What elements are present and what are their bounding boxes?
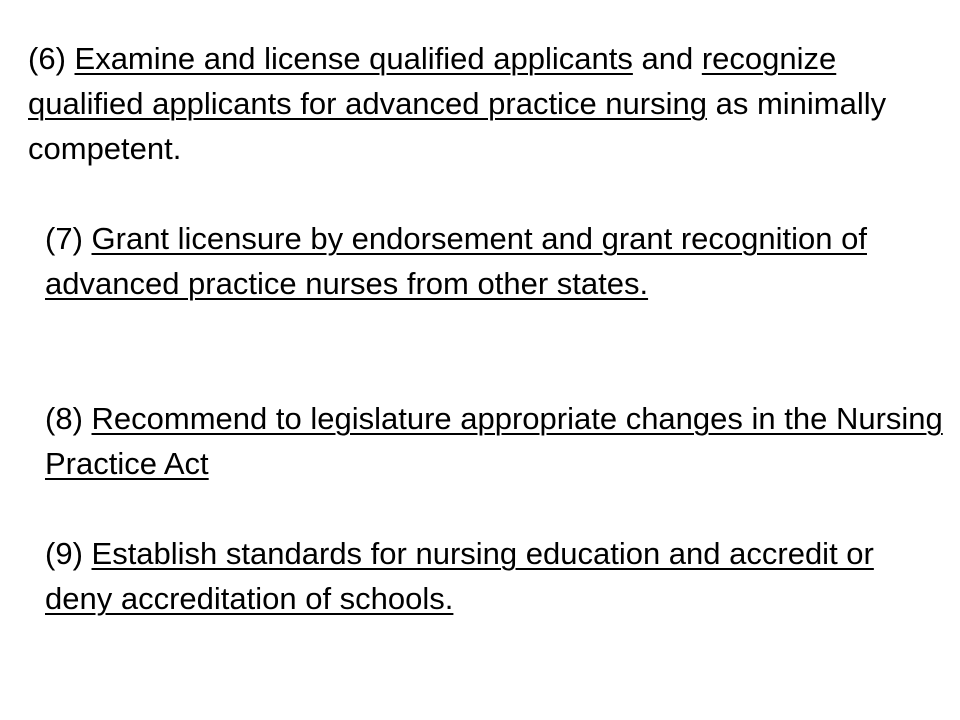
paragraph-6-underlined-text: Examine and license qualified applicants [74, 41, 633, 76]
paragraph-6 [28, 36, 932, 171]
paragraph-8-number: (8) [45, 401, 83, 436]
paragraph-6-number: (6) [28, 41, 66, 76]
paragraph-9-number: (9) [45, 536, 83, 571]
paragraph-7-number: (7) [45, 221, 83, 256]
paragraph-7 [28, 216, 949, 306]
paragraph-6-underlined-text-2: recognize qualified applicants for advanced practice nursing [28, 41, 837, 121]
paragraph-6-connector: and [632, 41, 702, 76]
paragraph-8-underlined-text: Recommend to legislature appropriate changes in the Nursing Practice Act [45, 401, 943, 481]
paragraph-7-underlined-text: Grant licensure by endorsement and grant recognition of advanced practice nurses from other states. [45, 221, 867, 301]
paragraph-6-trailing-text: as minimally competent. [28, 86, 887, 166]
paragraph-9 [28, 531, 949, 621]
paragraph-8 [28, 396, 949, 486]
paragraph-9-underlined-text: Establish standards for nursing education and accredit or deny accreditation of schools. [45, 536, 874, 616]
